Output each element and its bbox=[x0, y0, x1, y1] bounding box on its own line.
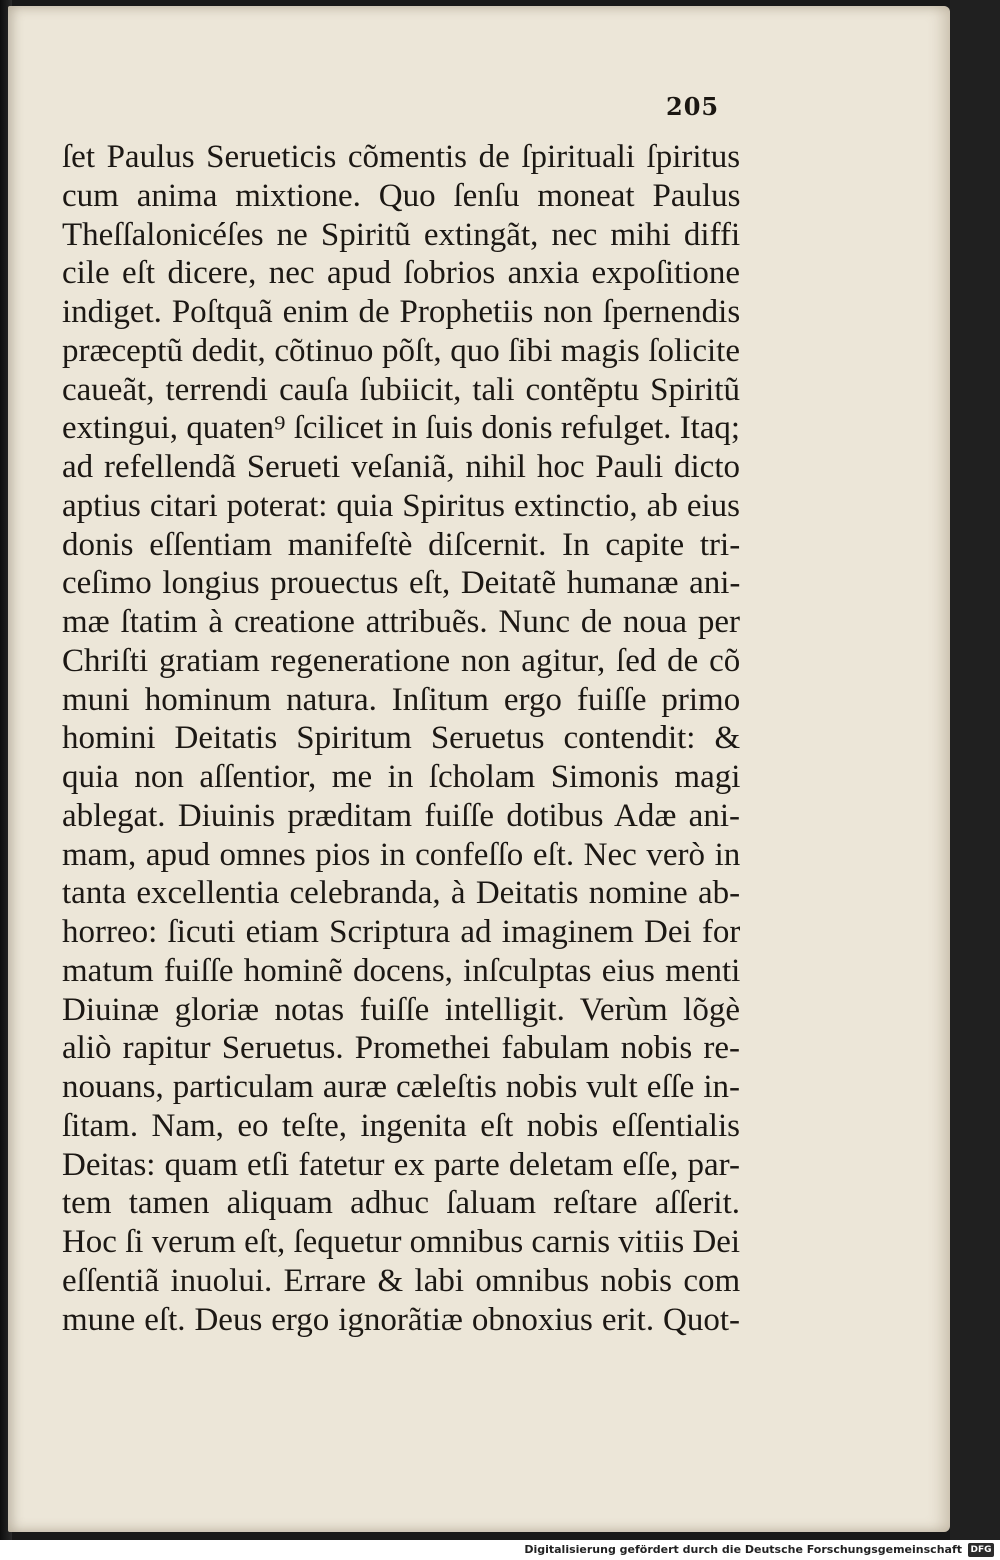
text-line: nouans, particulam auræ cæleſtis nobis vult eſſe in- bbox=[62, 1069, 740, 1105]
digitization-footer bbox=[0, 1540, 1000, 1560]
text-line: ad refellendã Serueti veſaniã, nihil hoc Pauli dicto bbox=[62, 449, 740, 485]
text-line: Deitas: quam etſi fatetur ex parte deletam eſſe, par- bbox=[62, 1146, 740, 1183]
text-line: ſet Paulus Serueticis cõmentis de ſpirituali ſpiritus bbox=[62, 139, 740, 175]
text-line: ceſimo longius prouectus eſt, Deitatẽ humanæ ani- bbox=[62, 565, 740, 602]
text-line: cum anima mixtione. Quo ſenſu moneat Paulus bbox=[62, 177, 740, 214]
text-line: ſitam. Nam, eo teſte, ingenita eſt nobis eſſentialis bbox=[62, 1107, 740, 1144]
text-line: mune eſt. Deus ergo ignorãtiæ obnoxius erit. Quot- bbox=[62, 1301, 740, 1338]
text-line: muni hominum natura. Inſitum ergo fuiſſe primo bbox=[62, 681, 740, 718]
text-line: quia non aſſentior, me in ſcholam Simonis magi bbox=[62, 759, 740, 795]
dfg-logo: DFG bbox=[968, 1543, 994, 1557]
page-number: 205 bbox=[666, 92, 720, 121]
text-line: ablegat. Diuinis præditam fuiſſe dotibus Adæ ani- bbox=[62, 797, 740, 834]
page-edge-shadow bbox=[950, 0, 1000, 1540]
text-line: aliò rapitur Seruetus. Promethei fabulam nobis re- bbox=[62, 1030, 740, 1067]
text-line: præceptũ dedit, cõtinuo põſt, quo ſibi magis ſolicite bbox=[62, 332, 740, 369]
body-text bbox=[62, 138, 752, 1339]
text-line: donis eſſentiam manifeſtè diſcernit. In capite tri- bbox=[62, 526, 740, 563]
text-line: mam, apud omnes pios in confeſſo eſt. Nec verò in bbox=[62, 836, 740, 873]
text-line: caueãt, terrendi cauſa ſubiicit, tali contẽptu Spiritũ bbox=[62, 371, 740, 408]
text-line: Diuinæ gloriæ notas fuiſſe intelligit. Verùm lõgè bbox=[62, 991, 740, 1028]
text-line: mæ ſtatim à creatione attribuẽs. Nunc de noua per bbox=[62, 604, 740, 640]
text-line: extingui, quaten⁹ ſcilicet in ſuis donis refulget. Itaq; bbox=[62, 410, 740, 447]
text-line: eſſentiã inuolui. Errare & labi omnibus nobis com bbox=[62, 1262, 740, 1299]
text-line: Chriſti gratiam regeneratione non agitur, ſed de cõ bbox=[62, 642, 740, 679]
text-line: cile eſt dicere, nec apud ſobrios anxia expoſitione bbox=[62, 255, 740, 292]
text-line: Hoc ſi verum eſt, ſequetur omnibus carnis vitiis Dei bbox=[62, 1224, 740, 1260]
text-line: matum fuiſſe hominẽ docens, inſculptas eius menti bbox=[62, 952, 740, 989]
text-line: tem tamen aliquam adhuc ſaluam reſtare aſſerit. bbox=[62, 1185, 740, 1222]
text-line: horreo: ſicuti etiam Scriptura ad imaginem Dei for bbox=[62, 914, 740, 950]
funding-credit: Digitalisierung gefördert durch die Deutsche Forschungsgemeinschaft bbox=[524, 1543, 962, 1556]
text-line: indiget. Poſtquã enim de Prophetiis non ſpernendis bbox=[62, 294, 740, 330]
text-line: aptius citari poterat: quia Spiritus extinctio, ab eius bbox=[62, 487, 740, 524]
text-line: homini Deitatis Spiritum Seruetus contendit: & bbox=[62, 720, 740, 757]
text-line: Theſſalonicéſes ne Spiritũ extingãt, nec mihi diffi bbox=[62, 216, 740, 253]
text-line: tanta excellentia celebranda, à Deitatis nomine ab- bbox=[62, 875, 740, 912]
